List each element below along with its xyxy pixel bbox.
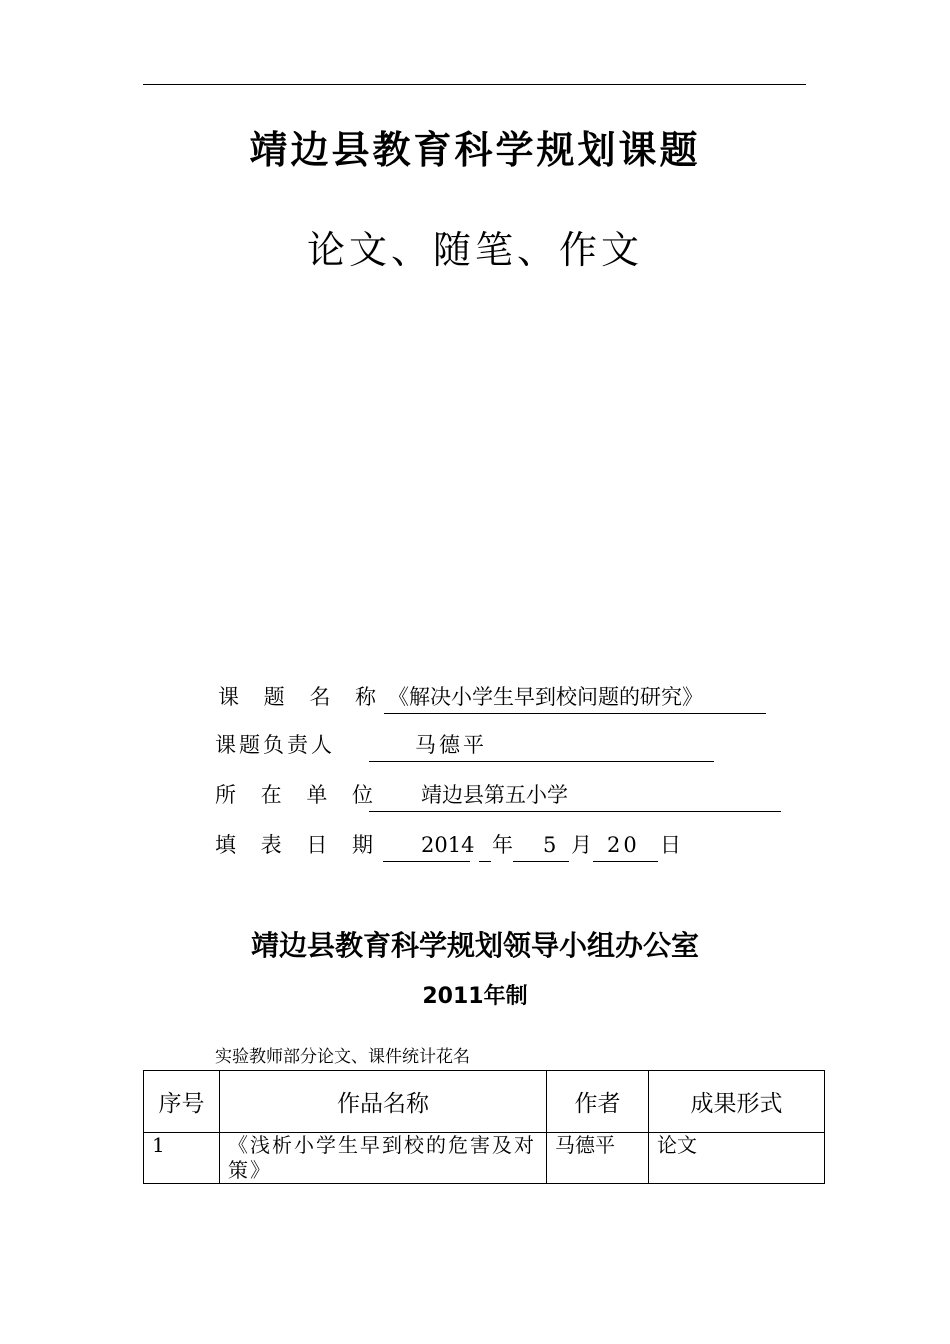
info-row-date: [215, 828, 695, 862]
made-year: 2011年制: [422, 984, 528, 1009]
cell-result-form: 论文: [649, 1133, 825, 1184]
document-subtitle: 论文、随笔、作文: [306, 228, 643, 272]
unit-value: 靖边县第五小学: [421, 783, 568, 807]
topic-value: 《解决小学生早到校问题的研究》: [388, 685, 703, 709]
topic-label: 课 题 名 称: [218, 685, 386, 709]
date-month-field: [513, 828, 569, 862]
organization-name: 靖边县教育科学规划领导小组办公室: [250, 929, 699, 962]
cell-index: 1: [144, 1133, 220, 1184]
cell-work-title: 《浅析小学生早到校的危害及对策》: [220, 1133, 547, 1184]
date-year: 2014: [421, 833, 475, 857]
date-day-unit: 日: [660, 833, 681, 857]
header-author: 作者: [547, 1071, 649, 1133]
top-rule: [143, 84, 806, 85]
info-row-leader: [215, 728, 735, 762]
date-year-field: [383, 828, 475, 862]
info-row-unit: [215, 778, 795, 812]
results-table: [143, 1070, 825, 1184]
leader-value: 马德平: [415, 733, 487, 757]
unit-value-field: [369, 778, 781, 812]
cell-author: 马德平: [547, 1133, 649, 1184]
info-row-topic: [218, 680, 778, 714]
leader-label: 课题负责人: [215, 733, 335, 757]
date-label: 填 表 日 期: [215, 833, 383, 857]
date-day: 20: [607, 833, 640, 857]
date-day-field: [593, 828, 658, 862]
date-month: 5: [543, 833, 557, 857]
date-year-pad: [479, 828, 491, 862]
table-row: [144, 1133, 825, 1184]
leader-value-field: [369, 728, 714, 762]
table-caption: 实验教师部分论文、课件统计花名: [215, 1047, 470, 1067]
date-month-unit: 月: [571, 833, 592, 857]
header-result-form: 成果形式: [649, 1071, 825, 1133]
document-title: 靖边县教育科学规划课题: [249, 128, 701, 172]
header-work-title: 作品名称: [220, 1071, 547, 1133]
unit-label: 所 在 单 位: [215, 783, 383, 807]
topic-value-field: [384, 680, 766, 714]
header-index: 序号: [144, 1071, 220, 1133]
table-header-row: [144, 1071, 825, 1133]
date-year-unit: 年: [492, 833, 513, 857]
